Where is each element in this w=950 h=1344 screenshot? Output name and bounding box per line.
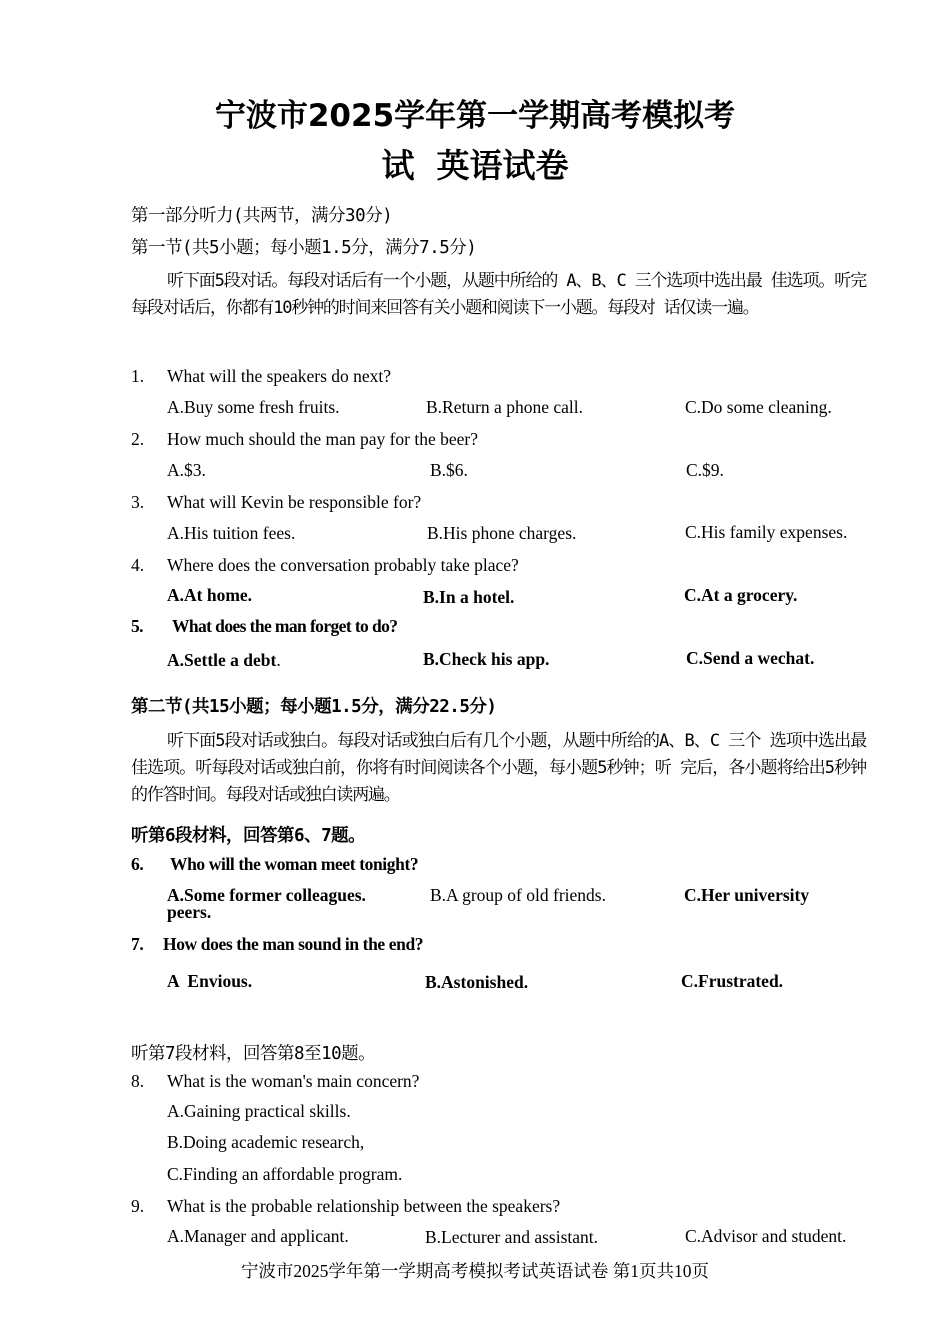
- q5-option-a: [167, 650, 281, 671]
- question-number: 1.: [131, 366, 145, 386]
- section2-instructions: 听下面5段对话或独白。每段对话或独白后有几个小题，从题中所给的A、B、C 三个 选项中选出最佳选项。听每段对话或独白前，你将有时间阅读各个小题，每小题5秒钟；听 完后，各小题将给出5秒钟的作答时间。每段对话或独白读两遍。: [131, 731, 866, 805]
- q7-option-c: C.Frustrated.: [681, 971, 784, 991]
- q3-option-b: B.His phone charges.: [427, 523, 577, 543]
- question-number: 3.: [131, 492, 145, 512]
- q4-option-b: B.In a hotel.: [423, 587, 515, 607]
- q7-option-b: B.Astonished.: [425, 972, 529, 992]
- question-number: 4.: [131, 555, 145, 575]
- question-text: What will Kevin be responsible for?: [167, 492, 422, 512]
- question-text: How does the man sound in the end?: [163, 934, 424, 954]
- page-footer: 宁波市2025学年第一学期高考模拟考试英语试卷 第1页共10页: [240, 1261, 710, 1281]
- q6-option-b: B.A group of old friends.: [430, 885, 606, 905]
- material-7-heading: 听第7段材料，回答第8至10题。: [131, 1044, 376, 1064]
- q1-option-c: C.Do some cleaning.: [685, 397, 832, 417]
- q8-option-b: B.Doing academic research,: [167, 1132, 365, 1152]
- q5-option-a-period: .: [276, 650, 281, 670]
- q8-option-c: C.Finding an affordable program.: [167, 1164, 403, 1184]
- q6-option-a: A.Some former colleagues.: [167, 885, 366, 905]
- q4-option-a: A.At home.: [167, 585, 253, 605]
- q5-option-a-text: A.Settle a debt: [167, 650, 277, 670]
- q2-option-b: B.$6.: [430, 460, 468, 480]
- question-text: Who will the woman meet tonight?: [170, 854, 419, 874]
- question-text: How much should the man pay for the beer?: [167, 429, 479, 449]
- q4-option-c: C.At a grocery.: [684, 585, 798, 605]
- question-number: 9.: [131, 1196, 145, 1216]
- question-number: 6.: [131, 854, 144, 874]
- q3-option-c: C.His family expenses.: [685, 522, 848, 542]
- question-text: What is the woman's main concern?: [167, 1071, 420, 1091]
- q2-option-a: A.$3.: [167, 460, 206, 480]
- exam-title-line1: 宁波市2025学年第一学期高考模拟考: [214, 98, 736, 134]
- q8-option-a: A.Gaining practical skills.: [167, 1101, 351, 1121]
- question-number: 5.: [131, 616, 143, 636]
- title-line2-part-b: 英语试卷: [436, 146, 569, 185]
- q5-option-c: C.Send a wechat.: [686, 648, 815, 668]
- question-text: What does the man forget to do?: [172, 616, 398, 636]
- q1-option-b: B.Return a phone call.: [426, 397, 583, 417]
- material-6-heading: 听第6段材料，回答第6、7题。: [131, 826, 366, 846]
- question-number: 2.: [131, 429, 145, 449]
- part1-heading: 第一部分听力(共两节，满分30分): [131, 206, 393, 226]
- q6-option-c: C.Her university: [684, 885, 810, 905]
- question-text: What is the probable relationship between the speakers?: [167, 1196, 561, 1216]
- question-text: Where does the conversation probably take place?: [167, 555, 519, 575]
- section1-instructions: 听下面5段对话。每段对话后有一个小题，从题中所给的 A、B、C 三个选项中选出最 佳选项。听完每段对话后，你都有10秒钟的时间来回答有关小题和阅读下一小题。每段对 话仅读一遍。: [131, 271, 866, 318]
- question-number: 8.: [131, 1071, 145, 1091]
- q6-option-c-continued: peers.: [167, 902, 212, 922]
- title-line2-part-a: 试: [381, 146, 415, 185]
- q1-option-a: A.Buy some fresh fruits.: [167, 397, 340, 417]
- section2-heading: 第二节(共15小题；每小题1.5分，满分22.5分): [131, 697, 497, 717]
- q3-option-a: A.His tuition fees.: [167, 523, 296, 543]
- q9-option-b: B.Lecturer and assistant.: [425, 1227, 599, 1247]
- q7-option-a: A Envious.: [167, 971, 253, 991]
- q9-option-c: C.Advisor and student.: [685, 1226, 847, 1246]
- q5-option-b: B.Check his app.: [423, 649, 550, 669]
- section1-heading: 第一节(共5小题；每小题1.5分，满分7.5分): [131, 238, 477, 258]
- exam-title-line2: [0, 140, 950, 187]
- question-text: What will the speakers do next?: [167, 366, 392, 386]
- q9-option-a: A.Manager and applicant.: [167, 1226, 349, 1246]
- question-number: 7.: [131, 934, 144, 954]
- q2-option-c: C.$9.: [686, 460, 724, 480]
